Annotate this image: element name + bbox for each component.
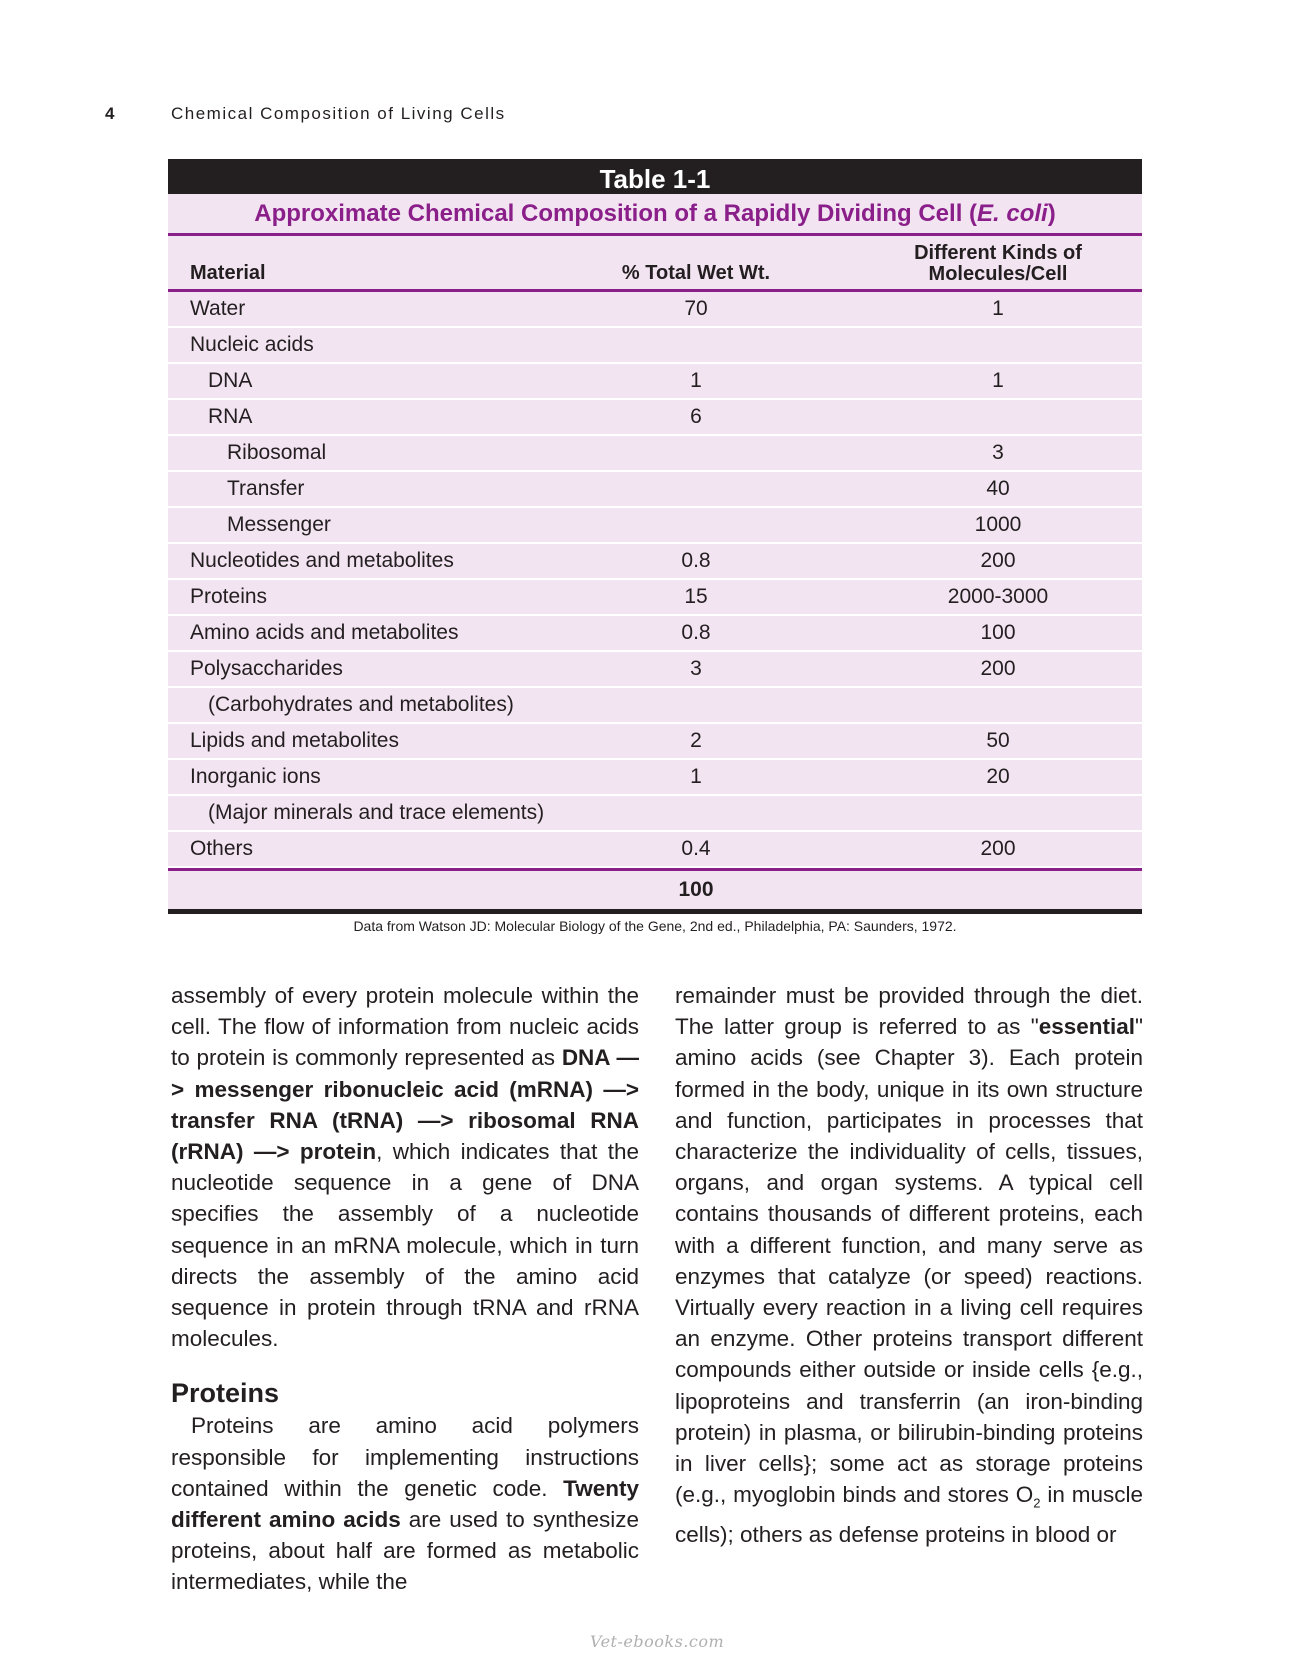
table-row xyxy=(168,580,1142,616)
cell-kinds: 2000-3000 xyxy=(947,585,1049,608)
table-header-row xyxy=(168,236,1142,292)
running-head xyxy=(105,104,506,124)
cell-material: Polysaccharides xyxy=(190,657,343,680)
text-run: " amino acids (see Chapter 3). Each protein formed in the body, unique in its own structure and function, participates in processes that characterize the individuality of cells, tissues, organs, and organ systems. A typical cell contains thousands of different proteins, each with a different function, and many serve as enzymes that catalyze (or speed) reactions. Virtually every reaction in a living cell requires an enzyme. Other proteins transport different compounds either outside or inside cells {e.g., lipoproteins and transferrin (an iron-binding protein) in plasma, or bilirubin-binding proteins in liver cells}; some act as storage proteins (e.g., myoglobin binds and stores O xyxy=(675,1014,1143,1508)
table-row xyxy=(168,400,1142,436)
cell-percent: 1 xyxy=(690,369,702,392)
cell-material: (Major minerals and trace elements) xyxy=(208,801,545,824)
cell-percent: 0.8 xyxy=(681,549,711,572)
text-run: in muscle cells); others as defense proteins in blood or xyxy=(675,1482,1143,1547)
table-row xyxy=(168,292,1142,328)
table-body xyxy=(168,292,1142,868)
cell-kinds: 200 xyxy=(980,837,1016,860)
cell-percent: 1 xyxy=(690,765,702,788)
cell-kinds: 3 xyxy=(992,441,1004,464)
total-percent: 100 xyxy=(678,878,714,901)
cell-material: Nucleic acids xyxy=(190,333,314,356)
table-row xyxy=(168,472,1142,508)
cell-percent: 6 xyxy=(690,405,702,428)
cell-kinds: 1 xyxy=(992,297,1004,320)
cell-material: Inorganic ions xyxy=(190,765,321,788)
text-run: assembly of every protein molecule within the cell. The flow of information from nucleic acids to protein is commonly represented as xyxy=(171,983,639,1071)
table-row xyxy=(168,652,1142,688)
cell-material: Transfer xyxy=(227,477,305,500)
table-row xyxy=(168,544,1142,580)
running-head-title: Chemical Composition of Living Cells xyxy=(171,104,506,123)
cell-material: Water xyxy=(190,297,246,320)
text-bold-run: essential xyxy=(1038,1014,1135,1040)
text-run: are used to synthesize proteins, about half are formed as metabolic intermediates, while the xyxy=(171,1507,639,1595)
cell-percent: 0.4 xyxy=(681,837,711,860)
cell-material: Amino acids and metabolites xyxy=(190,621,459,644)
cell-percent: 0.8 xyxy=(681,621,711,644)
cell-kinds: 200 xyxy=(980,657,1016,680)
table-row xyxy=(168,832,1142,868)
left-column xyxy=(171,980,639,1598)
table-source-note: Data from Watson JD: Molecular Biology of the Gene, 2nd ed., Philadelphia, PA: Saunders, 1972. xyxy=(353,918,957,934)
table-row xyxy=(168,760,1142,796)
cell-kinds: 100 xyxy=(980,621,1016,644)
header-kinds xyxy=(858,243,1138,285)
table-row xyxy=(168,508,1142,544)
table-subtitle-main: Approximate Chemical Composition of a Rapidly Dividing Cell ( xyxy=(254,200,978,227)
cell-percent: 70 xyxy=(684,297,708,320)
cell-kinds: 1 xyxy=(992,369,1004,392)
header-material: Material xyxy=(190,262,266,284)
cell-material: Nucleotides and metabolites xyxy=(190,549,454,572)
cell-percent: 15 xyxy=(684,585,708,608)
subscript: 2 xyxy=(1033,1495,1041,1511)
cell-percent: 2 xyxy=(690,729,702,752)
cell-percent: 3 xyxy=(690,657,702,680)
table-total-row xyxy=(168,868,1142,914)
cell-kinds: 50 xyxy=(986,729,1010,752)
right-column xyxy=(675,980,1143,1550)
header-kinds-line2: Molecules/Cell xyxy=(928,263,1068,285)
table-row xyxy=(168,364,1142,400)
text-run: Proteins are amino acid polymers responsible for implementing instructions contained within the genetic code. xyxy=(171,1413,639,1501)
paragraph-protein-functions xyxy=(675,980,1143,1550)
text-run: remainder must be provided through the diet. The latter group is referred to as " xyxy=(675,983,1143,1040)
table-row xyxy=(168,436,1142,472)
cell-material: Lipids and metabolites xyxy=(190,729,399,752)
header-kinds-line1: Different Kinds of xyxy=(914,242,1082,264)
header-percent: % Total Wet Wt. xyxy=(621,262,771,284)
cell-material: (Carbohydrates and metabolites) xyxy=(208,693,514,716)
cell-material: RNA xyxy=(208,405,253,428)
watermark: Vet-ebooks.com xyxy=(590,1632,725,1651)
table-label: Table 1-1 xyxy=(168,159,1142,194)
section-heading-proteins: Proteins xyxy=(171,1378,280,1409)
text-bold-run: Twenty different amino acids xyxy=(171,1475,639,1533)
cell-kinds: 200 xyxy=(980,549,1016,572)
table-row xyxy=(168,328,1142,364)
cell-kinds: 40 xyxy=(986,477,1010,500)
table-row xyxy=(168,796,1142,832)
table-row xyxy=(168,724,1142,760)
page-number: 4 xyxy=(105,104,116,123)
table-row xyxy=(168,616,1142,652)
table-subtitle xyxy=(168,194,1142,236)
cell-material: Messenger xyxy=(227,513,331,536)
paragraph-proteins xyxy=(171,1410,639,1597)
text-run: , which indicates that the nucleotide sequence in a gene of DNA specifies the assembly of a nucleotide sequence in an mRNA molecule, which in turn directs the assembly of the amino acid sequence in protein through tRNA and rRNA molecules. xyxy=(171,1139,640,1352)
cell-material: Proteins xyxy=(190,585,268,608)
cell-kinds: 20 xyxy=(986,765,1010,788)
composition-table xyxy=(168,159,1142,914)
table-row xyxy=(168,688,1142,724)
cell-kinds: 1000 xyxy=(974,513,1022,536)
cell-material: Ribosomal xyxy=(227,441,327,464)
paragraph-information-flow xyxy=(171,980,639,1354)
cell-material: DNA xyxy=(208,369,253,392)
table-subtitle-end: ) xyxy=(1047,200,1056,227)
table-subtitle-organism: E. coli xyxy=(977,200,1048,227)
text-bold-run: DNA —> messenger ribonucleic acid (mRNA) —> transfer RNA (tRNA) —> ribosomal RNA (rRNA) —> protein xyxy=(171,1045,639,1165)
cell-material: Others xyxy=(190,837,254,860)
